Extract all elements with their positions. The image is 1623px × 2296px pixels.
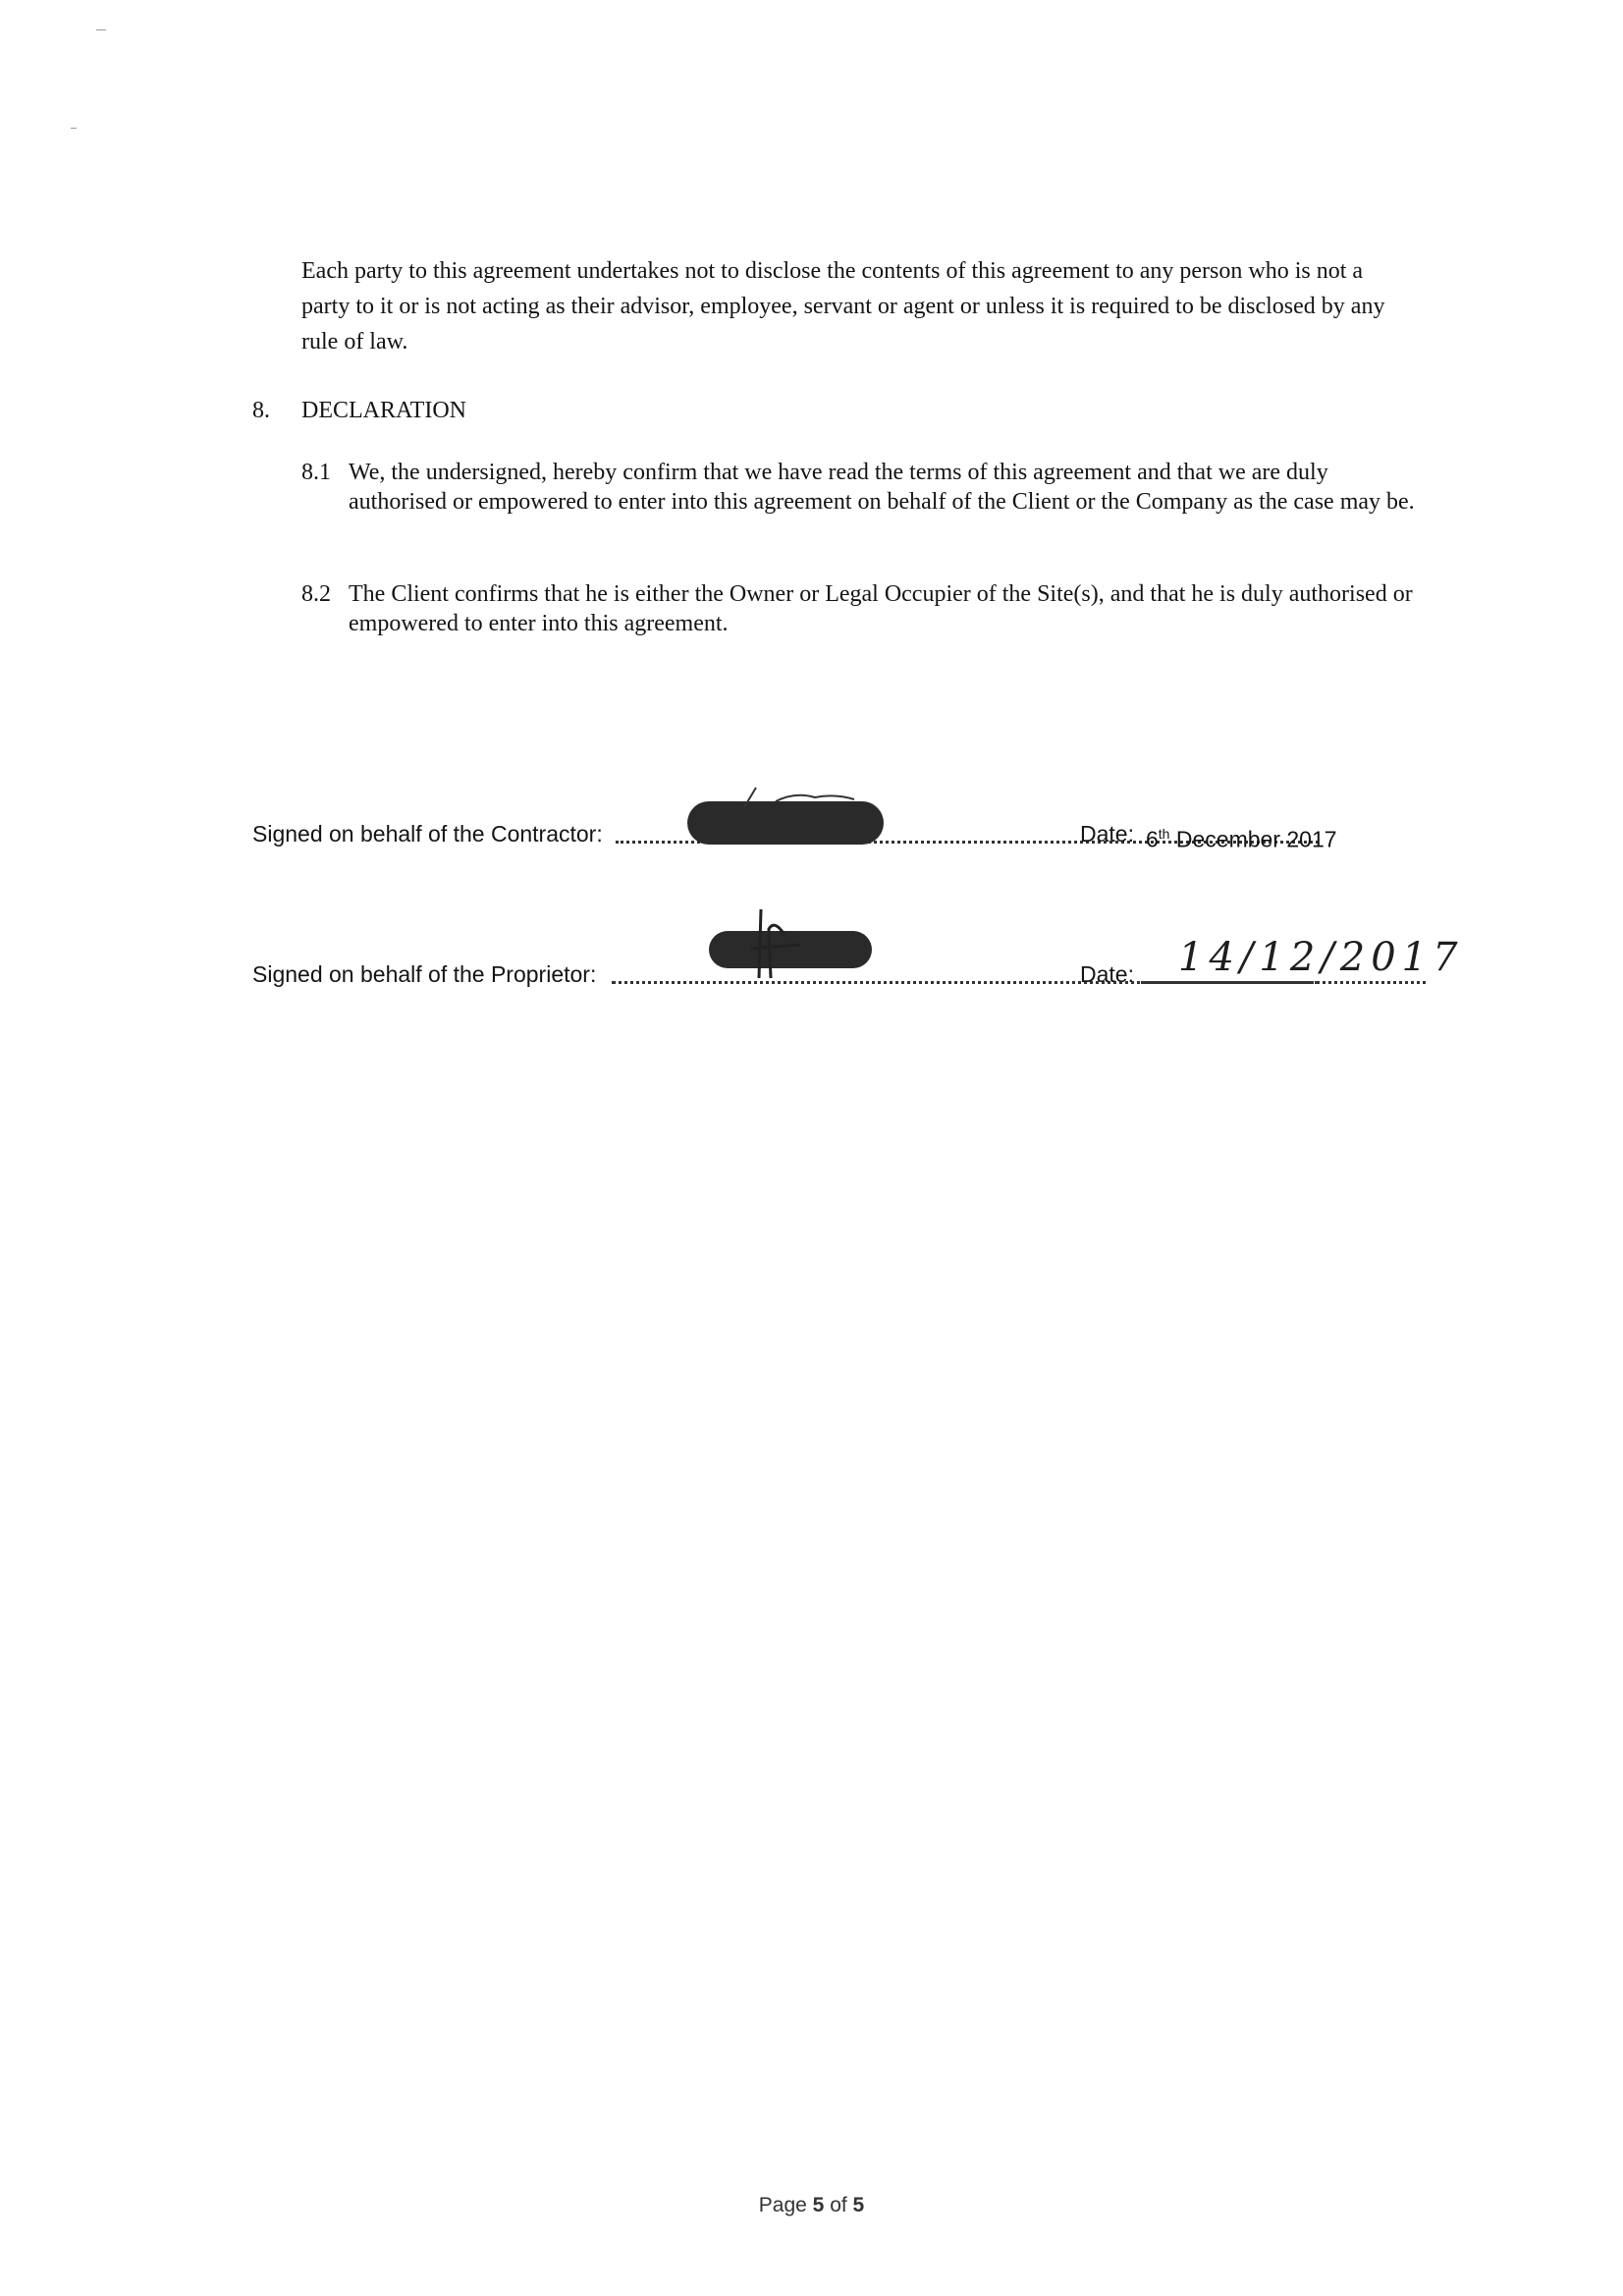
contractor-signature-label: Signed on behalf of the Contractor: (252, 821, 603, 847)
clause-8-2 (301, 579, 1416, 638)
proprietor-signature-label: Signed on behalf of the Proprietor: (252, 961, 597, 987)
confidentiality-paragraph: Each party to this agreement undertakes not to disclose the contents of this agreement to any person who is not a party to it or is not acting as their advisor, employee, servant or agent or unless it is required to be disclosed by any rule of law. (301, 258, 1385, 355)
contractor-signature-stroke (736, 782, 874, 811)
clause-text: The Client confirms that he is either the Owner or Legal Occupier of the Site(s), and that he is duly authorised or empowered to enter into this agreement. (349, 581, 1413, 636)
section-title: DECLARATION (301, 398, 466, 423)
clause-number: 8.1 (301, 460, 331, 485)
contractor-date-value: 6th December 2017 (1146, 826, 1337, 852)
clause-number: 8.2 (301, 581, 331, 607)
contractor-date-label: Date: (1080, 821, 1134, 847)
page-number-footer: Page 5 of 5 (758, 2194, 865, 2216)
scan-artifact (71, 128, 77, 129)
proprietor-signature-stroke (741, 900, 810, 988)
section-heading (252, 396, 466, 425)
proprietor-signature-line (252, 959, 1134, 989)
section-number: 8. (252, 398, 270, 423)
clause-8-1 (301, 458, 1416, 517)
proprietor-date-label: Date: (1080, 961, 1134, 987)
proprietor-handwritten-date: 14/12/2017 (1178, 935, 1464, 980)
scan-artifact (96, 29, 106, 30)
clause-text: We, the undersigned, hereby confirm that we have read the terms of this agreement and that we are duly authorised or empowered to enter into this agreement on behalf of the Client or the Company as the case may be. (349, 460, 1415, 515)
contractor-signature-line (252, 819, 1337, 852)
date-dotted-line (1141, 981, 1426, 984)
